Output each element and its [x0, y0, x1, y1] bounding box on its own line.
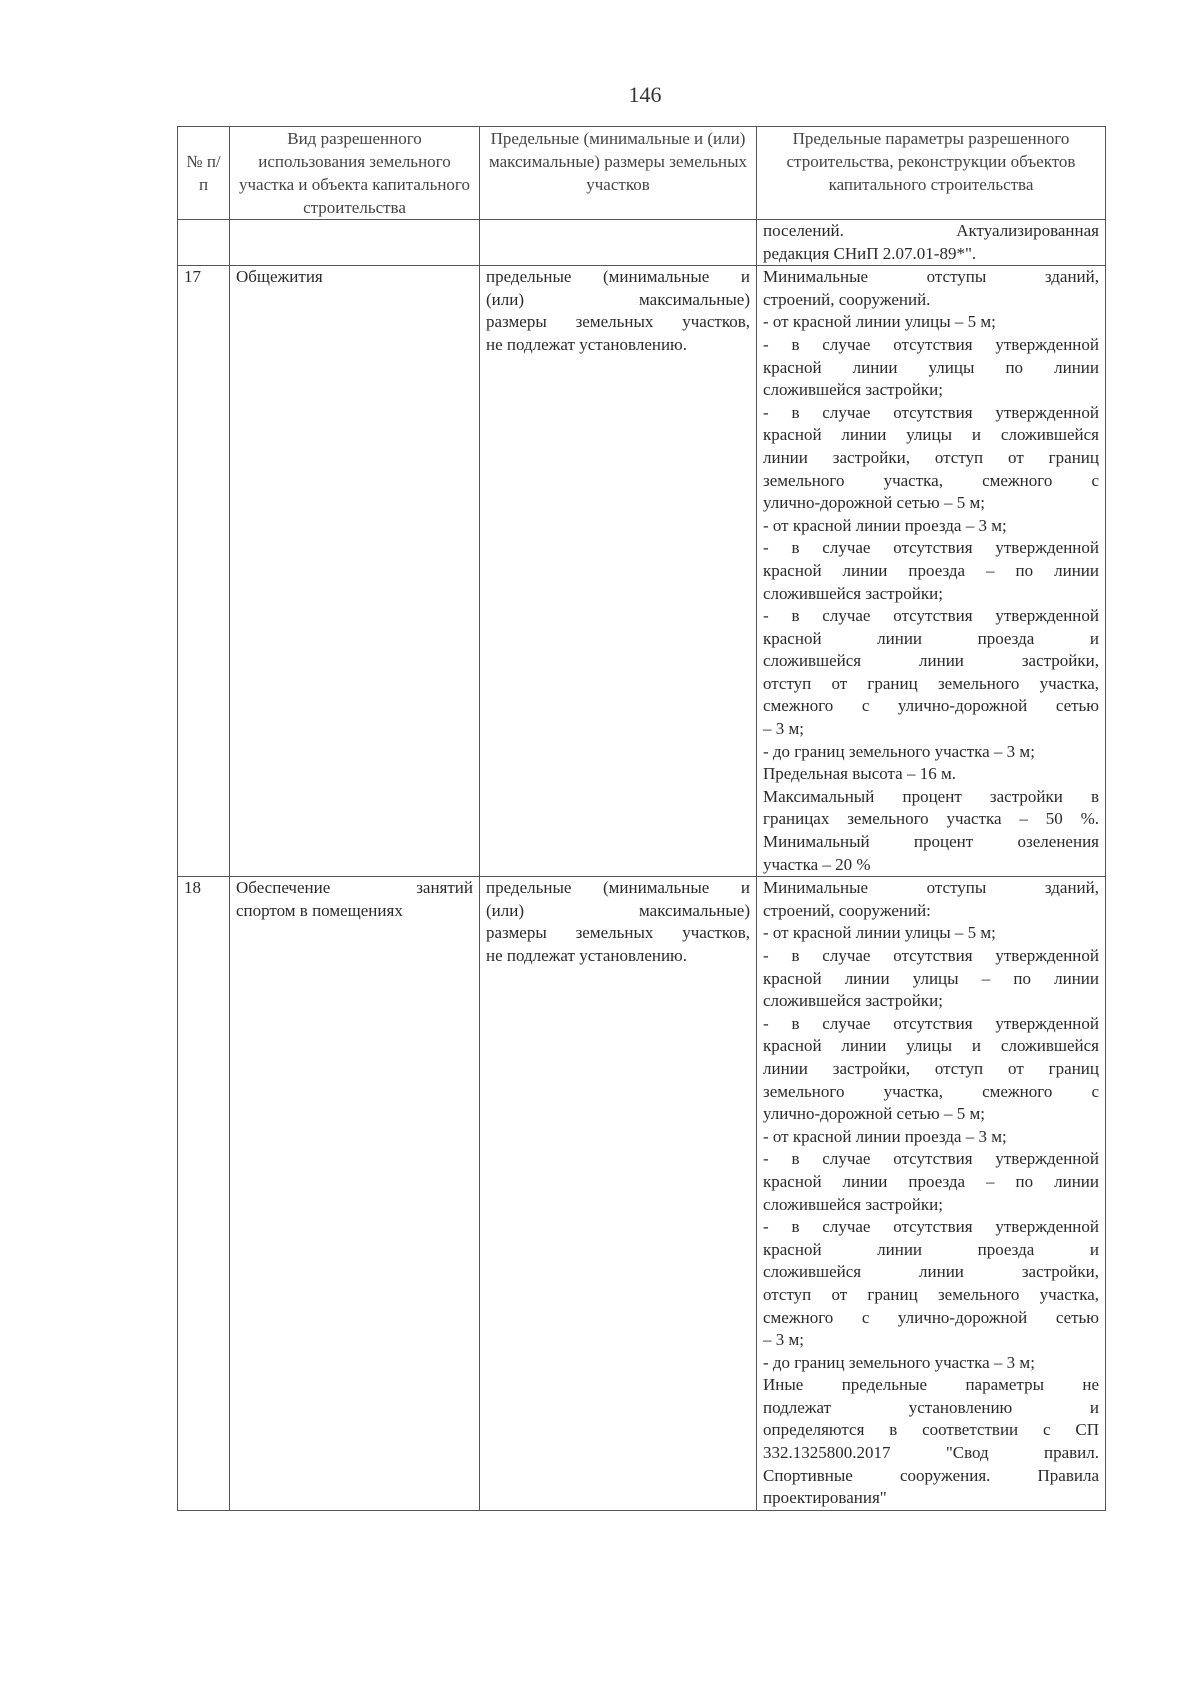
text-line: - от красной линии улицы – 5 м;	[763, 923, 996, 943]
text-line: линии застройки, отступ от границ	[763, 447, 1099, 467]
text-line: предельные (минимальные и	[486, 267, 750, 287]
text-line: красной линии улицы по линии	[763, 357, 1099, 377]
plot-size-limits	[480, 266, 757, 877]
text-line: красной линии улицы и сложившейся	[763, 425, 1099, 445]
text-line: - в случае отсутствия утвержденной	[763, 538, 1099, 558]
text-line: - от красной линии проезда – 3 м;	[763, 515, 1007, 535]
header-construction-params: Предельные параметры разрешенного строительства, реконструкции объектов капитального строительства	[757, 127, 1106, 220]
text-line: 332.1325800.2017 "Свод правил.	[763, 1443, 1099, 1463]
table-header-row	[178, 127, 1106, 220]
text-line: смежного с улично-дорожной сетью	[763, 1307, 1099, 1327]
text-line: (или) максимальные)	[486, 289, 750, 309]
text-line: Предельная высота – 16 м.	[763, 764, 956, 784]
text-line: подлежат установлению и	[763, 1397, 1099, 1417]
text-line: сложившейся линии застройки,	[763, 1262, 1099, 1282]
text-line: отступ от границ земельного участка,	[763, 673, 1099, 693]
table-row	[178, 266, 1106, 877]
text-line: поселений. Актуализированная	[763, 221, 1099, 240]
text-line: отступ от границ земельного участка,	[763, 1284, 1099, 1304]
row-number: 18	[178, 877, 230, 1511]
header-permitted-use: Вид разрешенного использования земельного участка и объекта капитального строительства	[230, 127, 480, 220]
table-row	[178, 877, 1106, 1511]
text-line: Иные предельные параметры не	[763, 1375, 1099, 1395]
row-number: 17	[178, 266, 230, 877]
text-line: сложившейся застройки;	[763, 583, 943, 603]
text-line: строений, сооружений:	[763, 900, 931, 920]
text-line: сложившейся застройки;	[763, 991, 943, 1011]
text-line: сложившейся застройки;	[763, 380, 943, 400]
cell-empty	[480, 220, 757, 266]
text-line: - в случае отсутствия утвержденной	[763, 1217, 1099, 1237]
text-line: - от красной линии улицы – 5 м;	[763, 312, 996, 332]
text-line: Максимальный процент застройки в	[763, 786, 1099, 806]
text-line: – 3 м;	[763, 719, 804, 739]
text-line: Минимальные отступы зданий,	[763, 878, 1099, 898]
text-line: сложившейся застройки;	[763, 1194, 943, 1214]
text-line: не подлежат установлению.	[486, 946, 688, 965]
text-line: - в случае отсутствия утвержденной	[763, 402, 1099, 422]
text-line: улично-дорожной сетью – 5 м;	[763, 1104, 985, 1124]
cell-empty	[230, 220, 480, 266]
text-line: красной линии проезда – по линии	[763, 1171, 1099, 1191]
text-line: размеры земельных участков,	[486, 312, 750, 332]
text-line: Минимальный процент озеленения	[763, 832, 1099, 852]
text-line: красной линии улицы – по линии	[763, 968, 1099, 988]
text-line: предельные (минимальные и	[486, 878, 750, 898]
plot-size-limits	[480, 877, 757, 1511]
text-line: редакция СНиП 2.07.01-89*".	[763, 243, 977, 263]
construction-params	[757, 877, 1106, 1511]
construction-params	[757, 266, 1106, 877]
text-line: - от красной линии проезда – 3 м;	[763, 1126, 1007, 1146]
text-line: (или) максимальные)	[486, 900, 750, 920]
text-line: проектирования"	[763, 1488, 887, 1508]
text-line: - в случае отсутствия утвержденной	[763, 946, 1099, 965]
text-line: красной линии проезда и	[763, 1239, 1099, 1259]
text-line: - в случае отсутствия утвержденной	[763, 334, 1099, 354]
header-number: № п/п	[178, 127, 230, 220]
text-line: земельного участка, смежного с	[763, 470, 1099, 490]
text-line: участка – 20 %	[763, 854, 871, 874]
permitted-use	[230, 877, 480, 1511]
text-line: размеры земельных участков,	[486, 923, 750, 943]
text-line: - в случае отсутствия утвержденной	[763, 606, 1099, 626]
text-line: - в случае отсутствия утвержденной	[763, 1149, 1099, 1169]
page-number: 146	[628, 82, 662, 107]
text-line: определяются в соответствии с СП	[763, 1420, 1099, 1440]
continuation-row	[178, 220, 1106, 266]
text-line: земельного участка, смежного с	[763, 1081, 1099, 1101]
text-line: сложившейся линии застройки,	[763, 651, 1099, 671]
text-line: спортом в помещениях	[236, 900, 403, 920]
regulations-table	[177, 126, 1106, 1511]
text-line: Спортивные сооружения. Правила	[763, 1465, 1099, 1485]
text-line: улично-дорожной сетью – 5 м;	[763, 493, 985, 513]
text-line: строений, сооружений.	[763, 289, 931, 309]
text-line: - до границ земельного участка – 3 м;	[763, 741, 1035, 761]
text-line: красной линии проезда – по линии	[763, 560, 1099, 580]
text-line: границах земельного участка – 50 %.	[763, 809, 1099, 829]
text-line: - в случае отсутствия утвержденной	[763, 1013, 1099, 1033]
text-line: не подлежат установлению.	[486, 334, 688, 354]
text-line: - до границ земельного участка – 3 м;	[763, 1352, 1035, 1372]
cell-empty	[178, 220, 230, 266]
text-line: Минимальные отступы зданий,	[763, 267, 1099, 287]
text-line: красной линии проезда и	[763, 628, 1099, 648]
permitted-use: Общежития	[230, 266, 480, 877]
continuation-text	[757, 220, 1106, 266]
header-plot-sizes: Предельные (минимальные и (или) максимальные) размеры земельных участков	[480, 127, 757, 220]
text-line: смежного с улично-дорожной сетью	[763, 696, 1099, 716]
text-line: красной линии улицы и сложившейся	[763, 1036, 1099, 1056]
text-line: – 3 м;	[763, 1330, 804, 1350]
text-line: Обеспечение занятий	[236, 878, 473, 898]
text-line: линии застройки, отступ от границ	[763, 1058, 1099, 1078]
